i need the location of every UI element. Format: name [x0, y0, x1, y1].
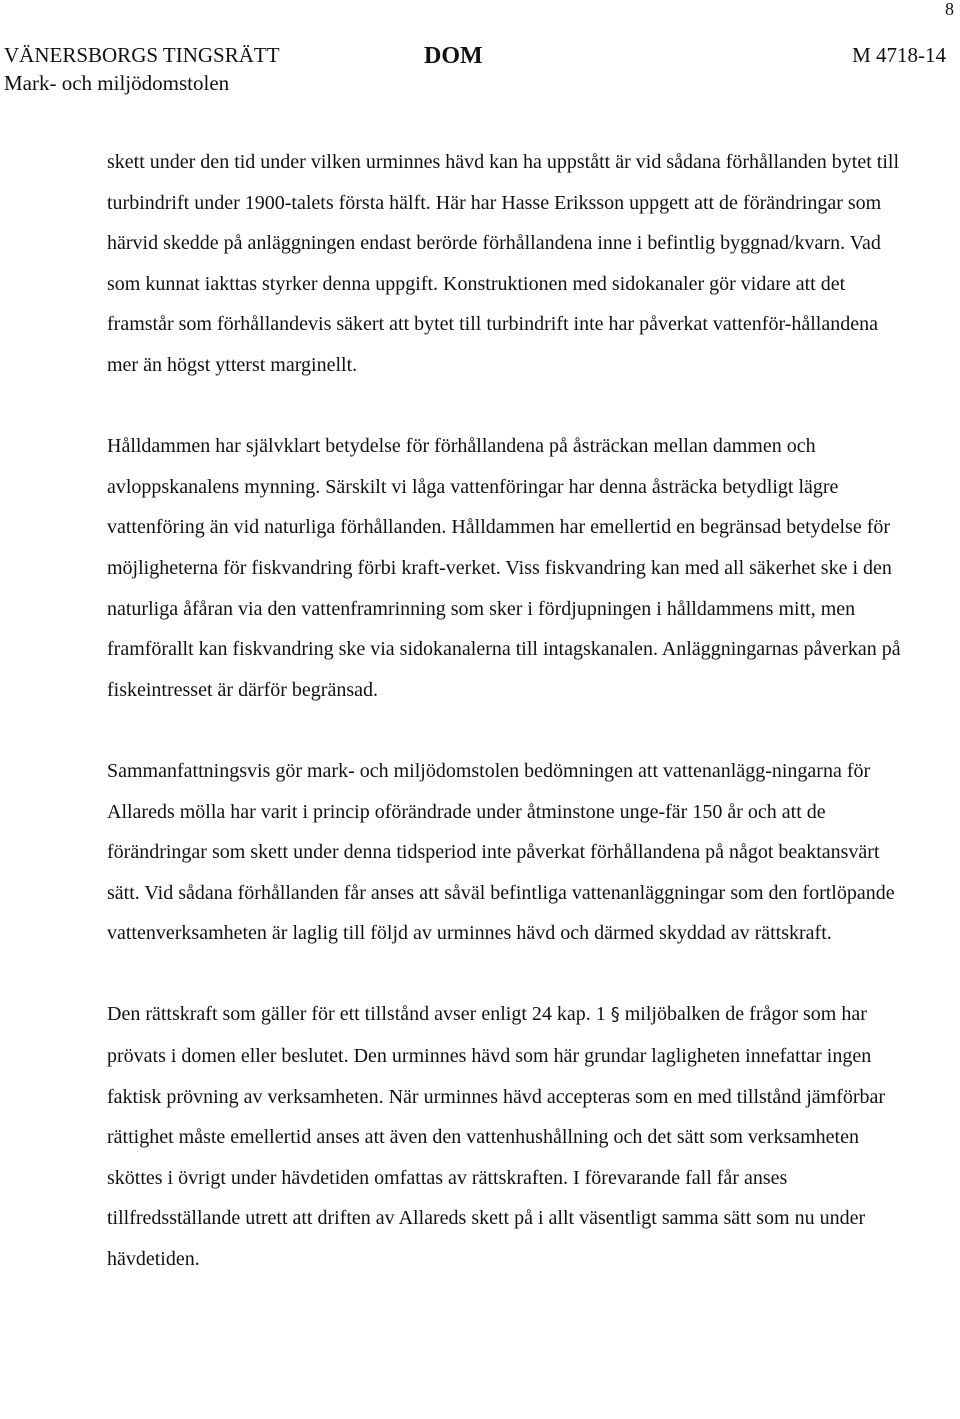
court-department: Mark- och miljödomstolen	[4, 71, 230, 95]
document-type: DOM	[424, 43, 483, 69]
paragraph-spacer	[107, 710, 907, 751]
paragraph-4-end: miljöbalken de frågor som har prövats i domen eller beslutet. Den urminnes hävd som här grundar lagligheten innefattar ingen faktisk prövning av verksamheten. När urminnes hävd accepteras som en med tillstånd jämförbar rättighet måste emellertid anses att även den vattenhushållning och det sätt som verksamheten sköttes i övrigt under hävdetiden omfattas av rättskraften. I förevarande fall får anses tillfredsställande utrett att driften av Allareds skett på i allt väsentligt samma sätt som nu under hävdetiden.	[107, 1003, 886, 1271]
paragraph-spacer	[107, 954, 907, 995]
case-number: M 4718-14	[852, 43, 946, 67]
document-body	[107, 142, 907, 1280]
paragraph-spacer	[107, 386, 907, 427]
paragraph-4-start: Den rättskraft som gäller för ett tillstånd avser enligt 24 kap. 1	[107, 1003, 606, 1026]
paragraph-3: Sammanfattningsvis gör mark- och miljödomstolen bedömningen att vattenanlägg-ningarna för Allareds mölla har varit i princip oförändrade under åtminstone unge-fär 150 år och att de förändringar som skett under denna tidsperiod inte påverkat förhållandena på något beaktansvärt sätt. Vid sådana förhållanden får anses att såväl befintliga vattenanläggningar som den fortlöpande vattenverksamheten är laglig till följd av urminnes hävd och därmed skyddad av rättskraft.	[107, 759, 895, 945]
paragraph-2: Hålldammen har självklart betydelse för förhållandena på åsträckan mellan dammen och avloppskanalens mynning. Särskilt vi låga vattenföringar har denna åsträcka betydligt lägre vattenföring än vid naturliga förhållanden. Hålldammen har emellertid en begränsad betydelse för möjligheterna för fiskvandring förbi kraft-verket. Viss fiskvandring kan med all säkerhet ske i den naturliga åfåran via den vattenframrinning som sker i fördjupningen i hålldammens mitt, men framförallt kan fiskvandring ske via sidokanalerna till intagskanalen. Anläggningarnas påverkan på fiskeintresset är därför begränsad.	[107, 435, 901, 701]
paragraph-1: skett under den tid under vilken urminnes hävd kan ha uppstått är vid sådana förhållanden bytet till turbindrift under 1900-talets första hälft. Här har Hasse Eriksson uppgett att de förändringar som härvid skedde på anläggningen endast berörde förhållandena inne i befintlig byggnad/kvarn. Vad som kunnat iakttas styrker denna uppgift. Konstruktionen med sidokanaler gör vidare att det framstår som förhållandevis säkert att bytet till turbindrift inte har påverkat vattenför-hållandena mer än högst ytterst marginellt.	[107, 151, 900, 376]
page-number: 8	[945, 0, 954, 19]
section-symbol: §	[610, 1004, 620, 1026]
paragraph-4	[107, 994, 907, 1279]
document-header	[4, 42, 946, 98]
court-name: VÄNERSBORGS TINGSRÄTT	[4, 43, 280, 67]
